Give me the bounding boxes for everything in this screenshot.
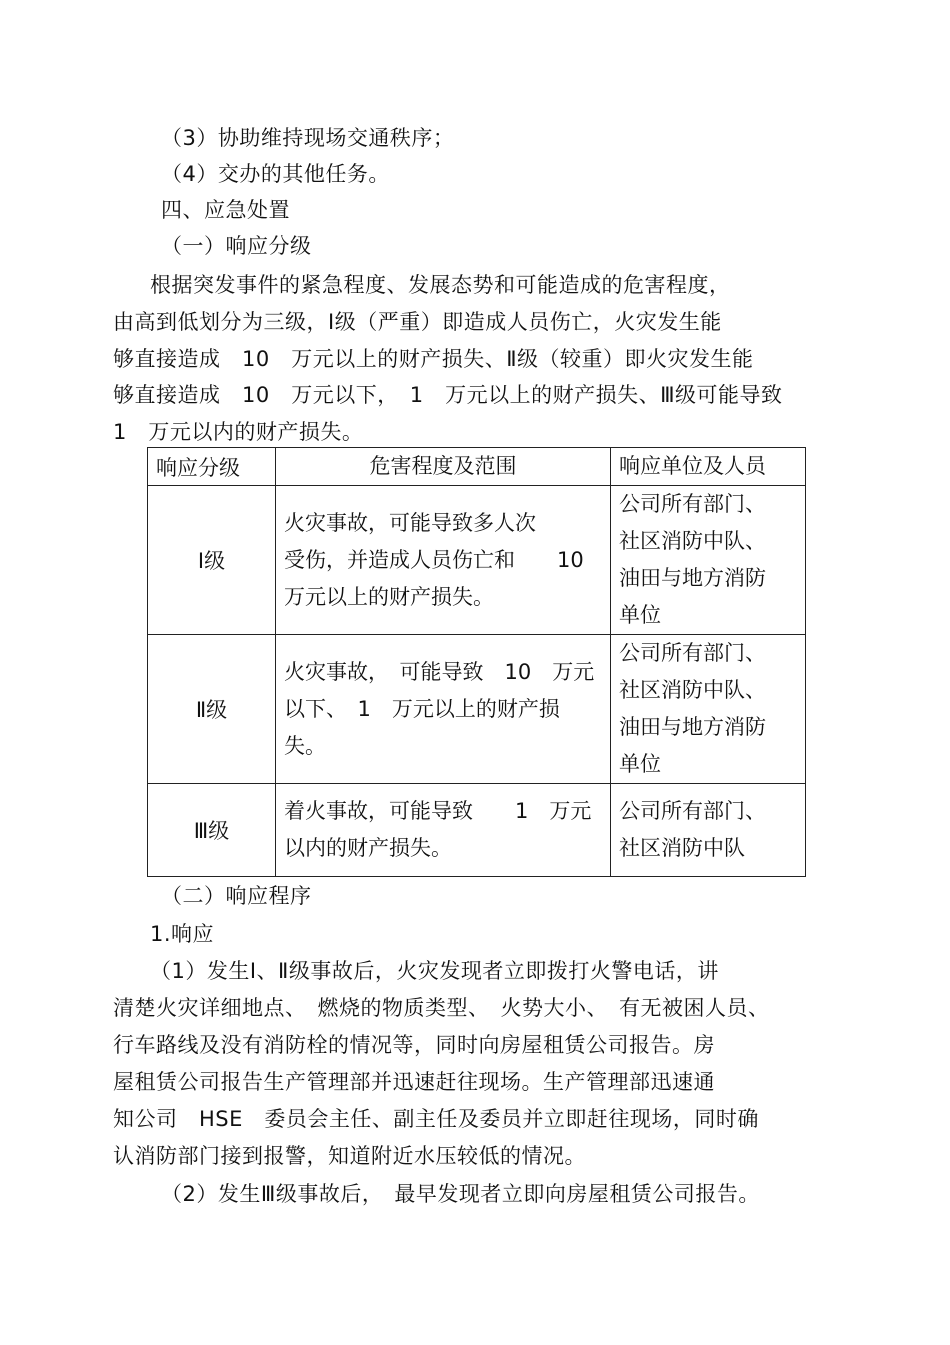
paragraph-line: 够直接造成 10 万元以下， 1 万元以上的财产损失、Ⅲ级可能导致 — [113, 383, 783, 407]
cell-level: Ⅱ级 — [148, 635, 276, 784]
paragraph-line: 根据突发事件的紧急程度、发展态势和可能造成的危害程度， — [150, 273, 731, 297]
item-3-traffic-order: （3）协助维持现场交通秩序； — [161, 126, 455, 150]
paragraph-line: （2）发生Ⅲ级事故后， 最早发现者立即向房屋租赁公司报告。 — [161, 1182, 760, 1206]
unit-line: 单位 — [619, 752, 661, 776]
paragraph-line: 屋租赁公司报告生产管理部并迅速赶往现场。生产管理部迅速通 — [113, 1070, 715, 1094]
scope-line: 火灾事故， 可能导致 10 万元 — [284, 659, 595, 684]
cell-scope — [276, 486, 611, 635]
scope-line: 火灾事故，可能导致多人次 — [284, 510, 536, 535]
cell-scope — [276, 784, 611, 877]
item-4-other-tasks: （4）交办的其他任务。 — [161, 162, 390, 186]
table-row — [148, 486, 806, 635]
unit-line: 社区消防中队 — [619, 836, 745, 860]
unit-line: 公司所有部门、 — [619, 492, 766, 516]
cell-units — [611, 784, 806, 877]
paragraph-line: 1 万元以内的财产损失。 — [113, 420, 364, 444]
section-heading-emergency: 四、应急处置 — [161, 198, 290, 222]
unit-line: 油田与地方消防 — [619, 715, 766, 739]
subsection-heading-response-levels: （一）响应分级 — [161, 234, 312, 258]
header-units: 响应单位及人员 — [611, 448, 806, 486]
numbered-heading-response: 1.响应 — [150, 922, 215, 946]
scope-line: 以内的财产损失。 — [284, 836, 452, 860]
scope-line: 着火事故，可能导致 1 万元 — [284, 799, 592, 823]
paragraph-line: 清楚火灾详细地点、 燃烧的物质类型、 火势大小、 有无被困人员、 — [113, 996, 770, 1020]
scope-line: 万元以上的财产损失。 — [284, 584, 494, 609]
cell-level: Ⅰ级 — [148, 486, 276, 635]
subsection-heading-response-procedure: （二）响应程序 — [161, 884, 312, 908]
paragraph-line: 够直接造成 10 万元以上的财产损失、Ⅱ级（较重）即火灾发生能 — [113, 347, 754, 371]
unit-line: 公司所有部门、 — [619, 641, 766, 665]
cell-level: Ⅲ级 — [148, 784, 276, 877]
table-row — [148, 635, 806, 784]
unit-line: 公司所有部门、 — [619, 799, 766, 823]
unit-line: 社区消防中队、 — [619, 529, 766, 553]
paragraph-line: 行车路线及没有消防栓的情况等，同时向房屋租赁公司报告。房 — [113, 1033, 715, 1057]
unit-line: 社区消防中队、 — [619, 678, 766, 702]
paragraph-line: （1）发生Ⅰ、Ⅱ级事故后，火灾发现者立即拨打火警电话，讲 — [150, 959, 719, 983]
header-scope: 危害程度及范围 — [276, 448, 611, 486]
header-level: 响应分级 — [148, 448, 276, 486]
paragraph-line: 由高到低划分为三级，Ⅰ级（严重）即造成人员伤亡，火灾发生能 — [113, 310, 722, 334]
paragraph-line: 知公司 HSE 委员会主任、副主任及委员并立即赶往现场，同时确 — [113, 1107, 759, 1131]
cell-scope — [276, 635, 611, 784]
cell-units — [611, 635, 806, 784]
unit-line: 油田与地方消防 — [619, 566, 766, 590]
scope-line: 受伤，并造成人员伤亡和 10 — [284, 547, 584, 572]
table-header-row — [148, 448, 806, 486]
unit-line: 单位 — [619, 603, 661, 627]
scope-line: 以下、 1 万元以上的财产损 — [284, 696, 560, 721]
paragraph-line: 认消防部门接到报警，知道附近水压较低的情况。 — [113, 1144, 586, 1168]
table-row — [148, 784, 806, 877]
response-level-table — [147, 447, 806, 877]
scope-line: 失。 — [284, 733, 326, 758]
cell-units — [611, 486, 806, 635]
